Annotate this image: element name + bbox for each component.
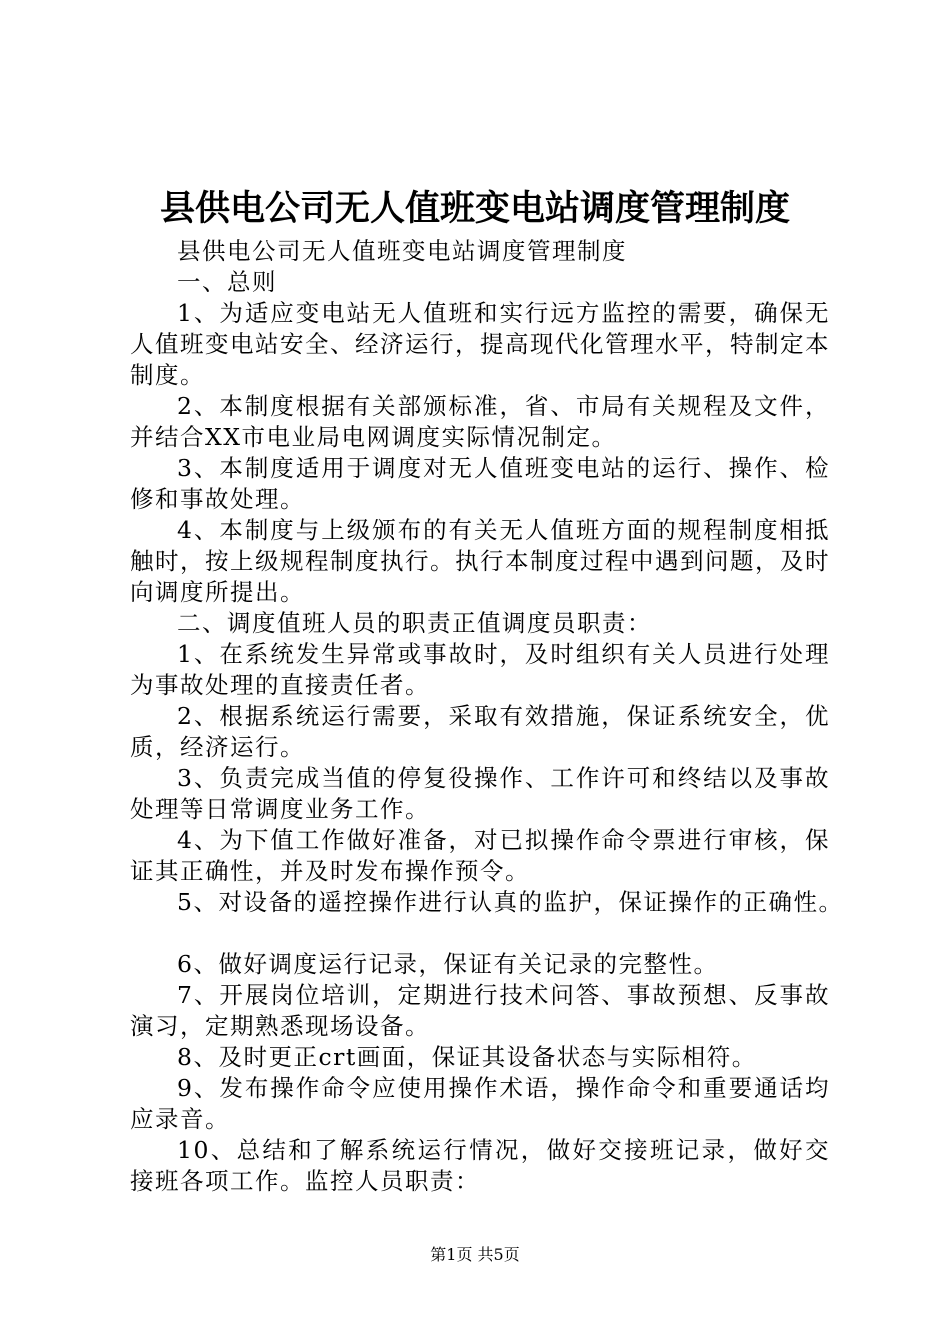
- document-body: [130, 236, 844, 1197]
- paragraph-duty-4: 4、为下值工作做好准备，对已拟操作命令票进行审核，保证其正确性，并及时发布操作预令。: [130, 826, 830, 885]
- paragraph-duty-1: 1、在系统发生异常或事故时，及时组织有关人员进行处理为事故处理的直接责任者。: [130, 640, 830, 699]
- paragraph-general-3: 3、本制度适用于调度对无人值班变电站的运行、操作、检修和事故处理。: [130, 454, 830, 513]
- section-heading-duties: 二、调度值班人员的职责正值调度员职责：: [177, 609, 652, 637]
- paragraph-duty-8: 8、及时更正crt画面，保证其设备状态与实际相符。: [177, 1043, 757, 1071]
- paragraph-general-1: 1、为适应变电站无人值班和实行远方监控的需要，确保无人值班变电站安全、经济运行，提高现代化管理水平，特制定本制度。: [130, 299, 830, 389]
- paragraph-duty-10: 10、总结和了解系统运行情况，做好交接班记录，做好交接班各项工作。监控人员职责：: [130, 1136, 830, 1195]
- paragraph-duty-2: 2、根据系统运行需要，采取有效措施，保证系统安全，优质，经济运行。: [130, 702, 830, 761]
- paragraph-duty-6: 6、做好调度运行记录，保证有关记录的完整性。: [177, 950, 719, 978]
- document-title: 县供电公司无人值班变电站调度管理制度: [159, 188, 790, 229]
- paragraph-duty-9: 9、发布操作命令应使用操作术语，操作命令和重要通话均应录音。: [130, 1074, 830, 1133]
- page-number-footer: 第1页 共5页: [430, 1245, 520, 1264]
- section-heading-general: 一、总则: [177, 268, 277, 296]
- paragraph-duty-7: 7、开展岗位培训，定期进行技术问答、事故预想、反事故演习，定期熟悉现场设备。: [130, 981, 830, 1040]
- subtitle-paragraph: 县供电公司无人值班变电站调度管理制度: [177, 237, 627, 265]
- paragraph-duty-3: 3、负责完成当值的停复役操作、工作许可和终结以及事故处理等日常调度业务工作。: [130, 764, 830, 823]
- paragraph-duty-5: 5、对设备的遥控操作进行认真的监护，保证操作的正确性。: [177, 888, 844, 916]
- paragraph-general-4: 4、本制度与上级颁布的有关无人值班方面的规程制度相抵触时，按上级规程制度执行。执行本制度过程中遇到问题，及时向调度所提出。: [130, 516, 830, 606]
- paragraph-general-2: 2、本制度根据有关部颁标准，省、市局有关规程及文件，并结合XX市电业局电网调度实际情况制定。: [130, 392, 830, 451]
